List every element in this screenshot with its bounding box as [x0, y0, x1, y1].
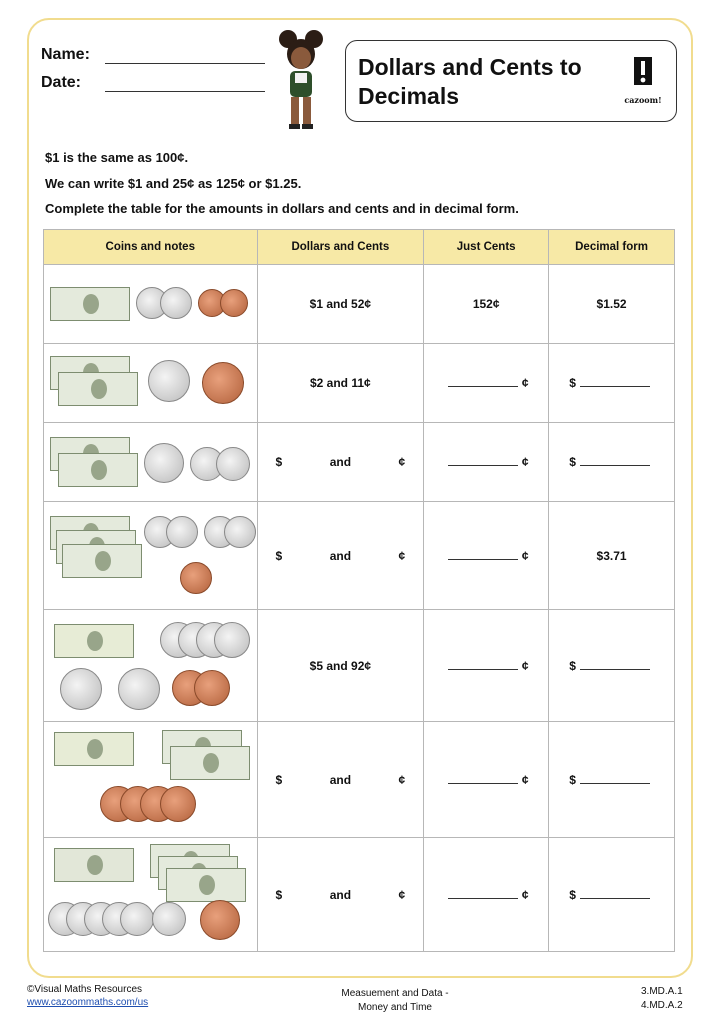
- quarter-coin: [224, 516, 256, 548]
- penny-coin: [194, 670, 230, 706]
- five-dollar-bill: [54, 624, 134, 658]
- decimal-cell[interactable]: [549, 344, 675, 423]
- penny-coin: [180, 562, 212, 594]
- dollars-cents-cell: $1 and 52¢: [257, 265, 424, 344]
- dollars-cents-cell: $5 and 92¢: [257, 610, 424, 722]
- dollar-sign: $: [275, 772, 283, 787]
- cent-sign: ¢: [398, 455, 406, 469]
- decimal-cell[interactable]: [549, 423, 675, 502]
- and-word: and: [329, 455, 352, 469]
- cent-sign: ¢: [521, 455, 529, 469]
- table-row: [44, 265, 675, 344]
- title-box: [345, 40, 677, 122]
- table-header-row: [44, 230, 675, 265]
- nickel-coin: [152, 902, 186, 936]
- cent-sign: ¢: [398, 548, 406, 563]
- just-cents-cell: 152¢: [424, 265, 549, 344]
- footer-url-link[interactable]: www.cazoommaths.com/us: [27, 997, 149, 1008]
- dime-coin: [120, 902, 154, 936]
- header-coins-notes: Coins and notes: [44, 230, 258, 265]
- just-cents-cell[interactable]: [424, 838, 549, 952]
- dollar-bill: [170, 746, 250, 780]
- footer-topic-line-2: Money and Time: [358, 1002, 432, 1013]
- nickel-coin: [216, 447, 250, 481]
- header-just-cents: Just Cents: [424, 230, 549, 265]
- dollar-sign: $: [569, 772, 576, 787]
- quarter-coin: [148, 360, 190, 402]
- name-line[interactable]: [105, 63, 265, 64]
- nickel-coin: [118, 668, 160, 710]
- footer-standard-2: 4.MD.A.2: [641, 1000, 683, 1011]
- coins-cell: [44, 722, 258, 838]
- dollar-sign: $: [569, 887, 576, 902]
- dollars-cents-cell: $2 and 11¢: [257, 344, 424, 423]
- logo-text: cazoom!: [624, 95, 662, 105]
- dollar-sign: $: [569, 658, 576, 673]
- table-row: [44, 838, 675, 952]
- penny-coin: [200, 900, 240, 940]
- quarter-coin: [166, 516, 198, 548]
- quarter-coin: [214, 622, 250, 658]
- just-cents-cell[interactable]: [424, 502, 549, 610]
- decimal-cell: $1.52: [549, 265, 675, 344]
- dollar-sign: $: [569, 376, 576, 390]
- dollar-sign: $: [569, 455, 576, 469]
- dollars-cents-cell[interactable]: [257, 722, 424, 838]
- dollars-cents-cell[interactable]: [257, 502, 424, 610]
- dollar-bill: [166, 868, 246, 902]
- and-word: and: [329, 887, 352, 902]
- footer-standard-1: 3.MD.A.1: [641, 986, 683, 997]
- coins-cell: [44, 838, 258, 952]
- dollar-bill: [50, 287, 130, 321]
- cent-sign: ¢: [521, 548, 529, 563]
- cent-sign: ¢: [521, 887, 529, 902]
- table-row: [44, 344, 675, 423]
- logo-icon: [632, 57, 654, 87]
- dollar-bill: [62, 544, 142, 578]
- name-label: Name:: [41, 46, 90, 63]
- intro-line-1: $1 is the same as 100¢.: [45, 150, 189, 165]
- footer-copyright: ©Visual Maths Resources: [27, 984, 143, 995]
- quarter-coin: [160, 287, 192, 319]
- and-word: and: [329, 772, 352, 787]
- just-cents-cell[interactable]: [424, 344, 549, 423]
- penny-coin: [160, 786, 196, 822]
- just-cents-cell[interactable]: [424, 423, 549, 502]
- dollar-sign: $: [275, 548, 283, 563]
- cent-sign: ¢: [398, 772, 406, 787]
- coins-cell: [44, 344, 258, 423]
- table-row: [44, 610, 675, 722]
- dollars-cents-cell[interactable]: [257, 838, 424, 952]
- decimal-cell[interactable]: [549, 838, 675, 952]
- footer-topic-line-1: Measuement and Data -: [341, 988, 449, 999]
- header-decimal-form: Decimal form: [549, 230, 675, 265]
- ten-dollar-bill: [54, 848, 134, 882]
- header-dollars-cents: Dollars and Cents: [257, 230, 424, 265]
- table-row: [44, 423, 675, 502]
- penny-coin: [202, 362, 244, 404]
- intro-line-3: Complete the table for the amounts in dollars and cents and in decimal form.: [45, 201, 519, 216]
- date-label: Date:: [41, 74, 82, 91]
- dollar-bill: [58, 372, 138, 406]
- dollar-sign: $: [275, 455, 283, 469]
- and-word: and: [329, 548, 352, 563]
- dollar-bill: [58, 453, 138, 487]
- cent-sign: ¢: [521, 772, 529, 787]
- decimal-cell[interactable]: [549, 610, 675, 722]
- coins-cell: [44, 502, 258, 610]
- table-row: [44, 722, 675, 838]
- coins-cell: [44, 610, 258, 722]
- cazoom-logo: [620, 57, 666, 105]
- penny-coin: [220, 289, 248, 317]
- five-dollar-bill: [54, 732, 134, 766]
- decimal-cell[interactable]: [549, 722, 675, 838]
- page-title: Dollars and Cents to Decimals: [358, 54, 582, 109]
- coins-cell: [44, 423, 258, 502]
- money-table: [43, 229, 675, 952]
- dollar-sign: $: [275, 887, 283, 902]
- cent-sign: ¢: [521, 376, 529, 390]
- girl-illustration: [276, 27, 326, 132]
- date-line[interactable]: [105, 91, 265, 92]
- dime-coin: [60, 668, 102, 710]
- intro-line-2: We can write $1 and 25¢ as 125¢ or $1.25.: [45, 176, 302, 191]
- quarter-coin: [144, 443, 184, 483]
- coins-cell: [44, 265, 258, 344]
- decimal-cell: $3.71: [549, 502, 675, 610]
- cent-sign: ¢: [521, 658, 529, 673]
- dollars-cents-cell[interactable]: [257, 423, 424, 502]
- table-row: [44, 502, 675, 610]
- cent-sign: ¢: [398, 887, 406, 902]
- just-cents-cell[interactable]: [424, 722, 549, 838]
- just-cents-cell[interactable]: [424, 610, 549, 722]
